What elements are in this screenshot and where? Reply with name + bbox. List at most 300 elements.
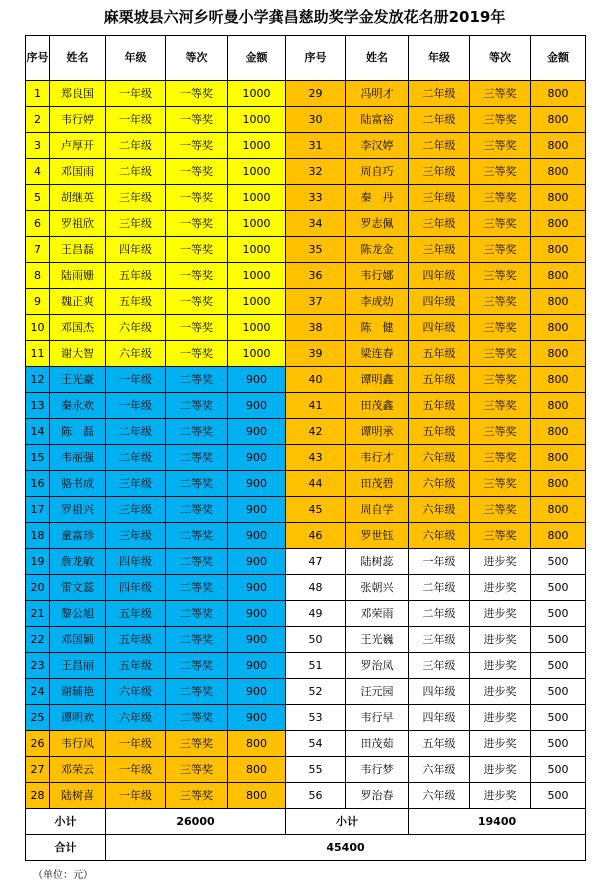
seq-cell: 17: [26, 497, 50, 523]
seq-cell: 3: [26, 133, 50, 159]
amount-cell: 900: [228, 601, 286, 627]
header-grade: 年级: [106, 36, 166, 81]
seq-cell: 6: [26, 211, 50, 237]
total-row: [26, 835, 586, 861]
amount-cell: 900: [228, 445, 286, 471]
name-cell-right: 李成幼: [346, 289, 409, 315]
level-cell-right: 三等奖: [470, 315, 531, 341]
seq-cell-right: 39: [286, 341, 346, 367]
amount-cell-right: 800: [531, 159, 586, 185]
grade-cell: 五年级: [106, 263, 166, 289]
amount-cell-right: 800: [531, 185, 586, 211]
page-title: 麻栗坡县六河乡听曼小学龚昌慈助奖学金发放花名册2019年: [103, 8, 506, 26]
level-cell-right: 三等奖: [470, 419, 531, 445]
table-row: [26, 185, 586, 211]
seq-cell-right: 54: [286, 731, 346, 757]
level-cell: 二等奖: [166, 367, 228, 393]
level-cell: 二等奖: [166, 523, 228, 549]
grade-cell-right: 六年级: [409, 497, 470, 523]
grade-cell: 二年级: [106, 133, 166, 159]
name-cell: 罗祖兴: [50, 497, 106, 523]
grade-cell-right: 一年级: [409, 549, 470, 575]
amount-cell: 1000: [228, 159, 286, 185]
header-row: [26, 36, 586, 81]
grade-cell-right: 五年级: [409, 419, 470, 445]
name-cell-right: 田茂茹: [346, 731, 409, 757]
seq-cell: 10: [26, 315, 50, 341]
table-row: [26, 289, 586, 315]
seq-cell-right: 42: [286, 419, 346, 445]
name-cell-right: 谭明鑫: [346, 367, 409, 393]
seq-cell: 24: [26, 679, 50, 705]
name-cell: 韦行凤: [50, 731, 106, 757]
seq-cell: 16: [26, 471, 50, 497]
level-cell: 二等奖: [166, 601, 228, 627]
seq-cell: 14: [26, 419, 50, 445]
grade-cell: 六年级: [106, 679, 166, 705]
seq-cell: 26: [26, 731, 50, 757]
level-cell-right: 三等奖: [470, 237, 531, 263]
grade-cell-right: 五年级: [409, 393, 470, 419]
grade-cell: 二年级: [106, 445, 166, 471]
seq-cell-right: 43: [286, 445, 346, 471]
seq-cell: 23: [26, 653, 50, 679]
name-cell-right: 罗志佩: [346, 211, 409, 237]
level-cell: 二等奖: [166, 497, 228, 523]
amount-cell: 900: [228, 705, 286, 731]
grade-cell: 五年级: [106, 601, 166, 627]
name-cell-right: 田茂碧: [346, 471, 409, 497]
amount-cell-right: 800: [531, 341, 586, 367]
name-cell: 陆树喜: [50, 783, 106, 809]
grade-cell: 三年级: [106, 497, 166, 523]
table-row: [26, 341, 586, 367]
amount-cell-right: 500: [531, 783, 586, 809]
level-cell-right: 三等奖: [470, 133, 531, 159]
table-row: [26, 497, 586, 523]
level-cell: 二等奖: [166, 549, 228, 575]
name-cell: 邓国颖: [50, 627, 106, 653]
level-cell: 二等奖: [166, 653, 228, 679]
level-cell: 三等奖: [166, 783, 228, 809]
name-cell: 王昌丽: [50, 653, 106, 679]
name-cell-right: 陈 健: [346, 315, 409, 341]
name-cell-right: 田茂鑫: [346, 393, 409, 419]
level-cell: 一等奖: [166, 133, 228, 159]
table-row: [26, 211, 586, 237]
table-row: [26, 679, 586, 705]
name-cell: 胡继英: [50, 185, 106, 211]
name-cell-right: 李汉婷: [346, 133, 409, 159]
amount-cell-right: 800: [531, 315, 586, 341]
level-cell-right: 三等奖: [470, 497, 531, 523]
seq-cell: 7: [26, 237, 50, 263]
name-cell-right: 周自学: [346, 497, 409, 523]
seq-cell-right: 30: [286, 107, 346, 133]
name-cell: 韦行婷: [50, 107, 106, 133]
table-row: [26, 731, 586, 757]
amount-cell: 900: [228, 523, 286, 549]
level-cell: 二等奖: [166, 627, 228, 653]
name-cell-right: 秦 丹: [346, 185, 409, 211]
amount-cell: 800: [228, 731, 286, 757]
amount-cell: 900: [228, 471, 286, 497]
amount-cell: 900: [228, 497, 286, 523]
name-cell: 邓国雨: [50, 159, 106, 185]
amount-cell-right: 800: [531, 133, 586, 159]
amount-cell-right: 500: [531, 575, 586, 601]
amount-cell-right: 500: [531, 731, 586, 757]
grade-cell: 二年级: [106, 159, 166, 185]
grade-cell: 六年级: [106, 315, 166, 341]
amount-cell-right: 800: [531, 497, 586, 523]
amount-cell: 800: [228, 783, 286, 809]
name-cell: 秦永欢: [50, 393, 106, 419]
header-no: 序号: [26, 36, 50, 81]
table-row: [26, 419, 586, 445]
seq-cell-right: 37: [286, 289, 346, 315]
header-grade-right: 年级: [409, 36, 470, 81]
seq-cell: 20: [26, 575, 50, 601]
seq-cell-right: 56: [286, 783, 346, 809]
table-row: [26, 783, 586, 809]
grade-cell: 三年级: [106, 523, 166, 549]
seq-cell: 25: [26, 705, 50, 731]
grade-cell-right: 三年级: [409, 627, 470, 653]
level-cell: 一等奖: [166, 107, 228, 133]
grade-cell-right: 五年级: [409, 341, 470, 367]
amount-cell-right: 500: [531, 757, 586, 783]
subtotal-label-right: 小计: [286, 809, 409, 835]
level-cell-right: 进步奖: [470, 549, 531, 575]
seq-cell-right: 35: [286, 237, 346, 263]
grade-cell: 一年级: [106, 107, 166, 133]
level-cell-right: 进步奖: [470, 679, 531, 705]
table-row: [26, 107, 586, 133]
amount-cell: 900: [228, 367, 286, 393]
grade-cell: 六年级: [106, 341, 166, 367]
name-cell-right: 韦行梦: [346, 757, 409, 783]
amount-cell-right: 500: [531, 679, 586, 705]
grade-cell-right: 二年级: [409, 601, 470, 627]
grade-cell: 五年级: [106, 627, 166, 653]
amount-cell-right: 500: [531, 601, 586, 627]
amount-cell: 1000: [228, 341, 286, 367]
grade-cell-right: 三年级: [409, 237, 470, 263]
level-cell-right: 进步奖: [470, 757, 531, 783]
grade-cell: 三年级: [106, 211, 166, 237]
level-cell: 一等奖: [166, 341, 228, 367]
seq-cell: 21: [26, 601, 50, 627]
seq-cell-right: 29: [286, 81, 346, 107]
grade-cell: 一年级: [106, 731, 166, 757]
name-cell-right: 周自巧: [346, 159, 409, 185]
grade-cell: 一年级: [106, 783, 166, 809]
name-cell-right: 韦行娜: [346, 263, 409, 289]
level-cell: 二等奖: [166, 419, 228, 445]
amount-cell: 900: [228, 393, 286, 419]
grade-cell-right: 三年级: [409, 653, 470, 679]
level-cell-right: 进步奖: [470, 601, 531, 627]
seq-cell-right: 48: [286, 575, 346, 601]
amount-cell: 1000: [228, 133, 286, 159]
level-cell: 二等奖: [166, 705, 228, 731]
amount-cell: 900: [228, 419, 286, 445]
header-amount: 金额: [228, 36, 286, 81]
amount-cell: 900: [228, 549, 286, 575]
amount-cell-right: 800: [531, 523, 586, 549]
name-cell: 魏正爽: [50, 289, 106, 315]
seq-cell-right: 45: [286, 497, 346, 523]
grade-cell: 一年级: [106, 81, 166, 107]
seq-cell-right: 53: [286, 705, 346, 731]
table-row: [26, 523, 586, 549]
grade-cell-right: 五年级: [409, 367, 470, 393]
name-cell: 黎公旭: [50, 601, 106, 627]
grade-cell: 四年级: [106, 237, 166, 263]
table-row: [26, 705, 586, 731]
table-row: [26, 159, 586, 185]
level-cell-right: 三等奖: [470, 523, 531, 549]
grade-cell-right: 三年级: [409, 185, 470, 211]
level-cell: 一等奖: [166, 289, 228, 315]
header-no-right: 序号: [286, 36, 346, 81]
seq-cell-right: 51: [286, 653, 346, 679]
name-cell-right: 罗治凤: [346, 653, 409, 679]
level-cell-right: 进步奖: [470, 653, 531, 679]
table-row: [26, 627, 586, 653]
name-cell: 雷文蕊: [50, 575, 106, 601]
seq-cell: 22: [26, 627, 50, 653]
grade-cell: 三年级: [106, 471, 166, 497]
name-cell: 卢厚开: [50, 133, 106, 159]
grade-cell-right: 二年级: [409, 81, 470, 107]
seq-cell-right: 46: [286, 523, 346, 549]
amount-cell-right: 500: [531, 627, 586, 653]
name-cell-right: 张朝兴: [346, 575, 409, 601]
amount-cell: 1000: [228, 81, 286, 107]
table-row: [26, 367, 586, 393]
seq-cell-right: 49: [286, 601, 346, 627]
name-cell: 王光豪: [50, 367, 106, 393]
amount-cell-right: 800: [531, 263, 586, 289]
level-cell-right: 三等奖: [470, 107, 531, 133]
amount-cell: 800: [228, 757, 286, 783]
grade-cell-right: 四年级: [409, 263, 470, 289]
grade-cell: 一年级: [106, 757, 166, 783]
seq-cell: 8: [26, 263, 50, 289]
amount-cell-right: 800: [531, 445, 586, 471]
level-cell: 二等奖: [166, 393, 228, 419]
seq-cell: 2: [26, 107, 50, 133]
seq-cell-right: 33: [286, 185, 346, 211]
header-amount-right: 金额: [531, 36, 586, 81]
seq-cell: 11: [26, 341, 50, 367]
seq-cell: 19: [26, 549, 50, 575]
level-cell-right: 进步奖: [470, 575, 531, 601]
name-cell: 詹龙敏: [50, 549, 106, 575]
name-cell-right: 罗治春: [346, 783, 409, 809]
level-cell: 二等奖: [166, 575, 228, 601]
name-cell-right: 汪元园: [346, 679, 409, 705]
seq-cell-right: 32: [286, 159, 346, 185]
table-row: [26, 133, 586, 159]
table-row: [26, 653, 586, 679]
table-row: [26, 549, 586, 575]
level-cell-right: 进步奖: [470, 731, 531, 757]
table-row: [26, 575, 586, 601]
level-cell-right: 三等奖: [470, 393, 531, 419]
grade-cell-right: 四年级: [409, 315, 470, 341]
amount-cell-right: 800: [531, 367, 586, 393]
amount-cell-right: 800: [531, 237, 586, 263]
seq-cell: 13: [26, 393, 50, 419]
grade-cell: 四年级: [106, 549, 166, 575]
amount-cell: 1000: [228, 315, 286, 341]
name-cell: 谭明欢: [50, 705, 106, 731]
seq-cell: 4: [26, 159, 50, 185]
level-cell-right: 三等奖: [470, 367, 531, 393]
name-cell-right: 陆富裕: [346, 107, 409, 133]
grade-cell: 五年级: [106, 653, 166, 679]
total-label: 合计: [26, 835, 106, 861]
grade-cell: 二年级: [106, 419, 166, 445]
seq-cell-right: 36: [286, 263, 346, 289]
amount-cell: 1000: [228, 107, 286, 133]
amount-cell: 1000: [228, 211, 286, 237]
seq-cell: 5: [26, 185, 50, 211]
seq-cell-right: 31: [286, 133, 346, 159]
table-row: [26, 471, 586, 497]
level-cell: 二等奖: [166, 679, 228, 705]
amount-cell-right: 800: [531, 419, 586, 445]
subtotal-value-right: 19400: [409, 809, 586, 835]
grade-cell: 一年级: [106, 393, 166, 419]
subtotal-label-left: 小计: [26, 809, 106, 835]
name-cell: 王昌磊: [50, 237, 106, 263]
grade-cell-right: 二年级: [409, 133, 470, 159]
level-cell: 三等奖: [166, 757, 228, 783]
grade-cell-right: 六年级: [409, 757, 470, 783]
amount-cell-right: 500: [531, 705, 586, 731]
level-cell-right: 三等奖: [470, 159, 531, 185]
grade-cell: 一年级: [106, 367, 166, 393]
name-cell: 罗祖欣: [50, 211, 106, 237]
name-cell-right: 韦行早: [346, 705, 409, 731]
grade-cell-right: 四年级: [409, 289, 470, 315]
amount-cell-right: 500: [531, 653, 586, 679]
total-value: 45400: [106, 835, 586, 861]
seq-cell-right: 41: [286, 393, 346, 419]
seq-cell: 15: [26, 445, 50, 471]
name-cell-right: 梁连春: [346, 341, 409, 367]
seq-cell-right: 55: [286, 757, 346, 783]
level-cell: 一等奖: [166, 237, 228, 263]
amount-cell: 900: [228, 627, 286, 653]
level-cell-right: 三等奖: [470, 185, 531, 211]
name-cell: 童富珍: [50, 523, 106, 549]
table-row: [26, 81, 586, 107]
header-level-right: 等次: [470, 36, 531, 81]
name-cell: 陆雨姗: [50, 263, 106, 289]
scholarship-table: [25, 35, 586, 861]
subtotal-value-left: 26000: [106, 809, 286, 835]
level-cell: 二等奖: [166, 445, 228, 471]
header-name: 姓名: [50, 36, 106, 81]
level-cell: 三等奖: [166, 731, 228, 757]
name-cell-right: 陆树蕊: [346, 549, 409, 575]
name-cell-right: 陈龙金: [346, 237, 409, 263]
name-cell: 郑良国: [50, 81, 106, 107]
seq-cell-right: 47: [286, 549, 346, 575]
level-cell-right: 进步奖: [470, 705, 531, 731]
name-cell: 邓国杰: [50, 315, 106, 341]
amount-cell: 1000: [228, 185, 286, 211]
grade-cell-right: 三年级: [409, 211, 470, 237]
level-cell-right: 三等奖: [470, 445, 531, 471]
level-cell: 一等奖: [166, 263, 228, 289]
header-name-right: 姓名: [346, 36, 409, 81]
grade-cell-right: 二年级: [409, 575, 470, 601]
name-cell-right: 冯明才: [346, 81, 409, 107]
seq-cell-right: 38: [286, 315, 346, 341]
table-row: [26, 315, 586, 341]
amount-cell-right: 800: [531, 211, 586, 237]
name-cell: 陈 磊: [50, 419, 106, 445]
name-cell: 邓荣云: [50, 757, 106, 783]
header-level: 等次: [166, 36, 228, 81]
table-row: [26, 237, 586, 263]
grade-cell: 六年级: [106, 705, 166, 731]
name-cell: 韦丽强: [50, 445, 106, 471]
name-cell-right: 王光巍: [346, 627, 409, 653]
amount-cell-right: 800: [531, 81, 586, 107]
amount-cell: 900: [228, 653, 286, 679]
level-cell-right: 进步奖: [470, 627, 531, 653]
subtotal-row: [26, 809, 586, 835]
level-cell-right: 三等奖: [470, 263, 531, 289]
amount-cell-right: 500: [531, 549, 586, 575]
amount-cell: 1000: [228, 263, 286, 289]
table-row: [26, 757, 586, 783]
grade-cell-right: 二年级: [409, 107, 470, 133]
amount-cell-right: 800: [531, 393, 586, 419]
grade-cell-right: 六年级: [409, 471, 470, 497]
seq-cell: 18: [26, 523, 50, 549]
name-cell: 骆书成: [50, 471, 106, 497]
seq-cell: 12: [26, 367, 50, 393]
table-row: [26, 445, 586, 471]
seq-cell: 9: [26, 289, 50, 315]
level-cell: 一等奖: [166, 211, 228, 237]
name-cell-right: 罗世钰: [346, 523, 409, 549]
grade-cell-right: 六年级: [409, 445, 470, 471]
level-cell-right: 三等奖: [470, 341, 531, 367]
level-cell-right: 三等奖: [470, 211, 531, 237]
level-cell-right: 三等奖: [470, 471, 531, 497]
seq-cell-right: 44: [286, 471, 346, 497]
unit-note: （单位：元）: [33, 870, 93, 881]
amount-cell-right: 800: [531, 289, 586, 315]
amount-cell-right: 800: [531, 107, 586, 133]
grade-cell-right: 三年级: [409, 159, 470, 185]
name-cell-right: 邓荣雨: [346, 601, 409, 627]
seq-cell-right: 52: [286, 679, 346, 705]
grade-cell: 四年级: [106, 575, 166, 601]
name-cell-right: 谭明承: [346, 419, 409, 445]
seq-cell-right: 50: [286, 627, 346, 653]
grade-cell-right: 四年级: [409, 679, 470, 705]
